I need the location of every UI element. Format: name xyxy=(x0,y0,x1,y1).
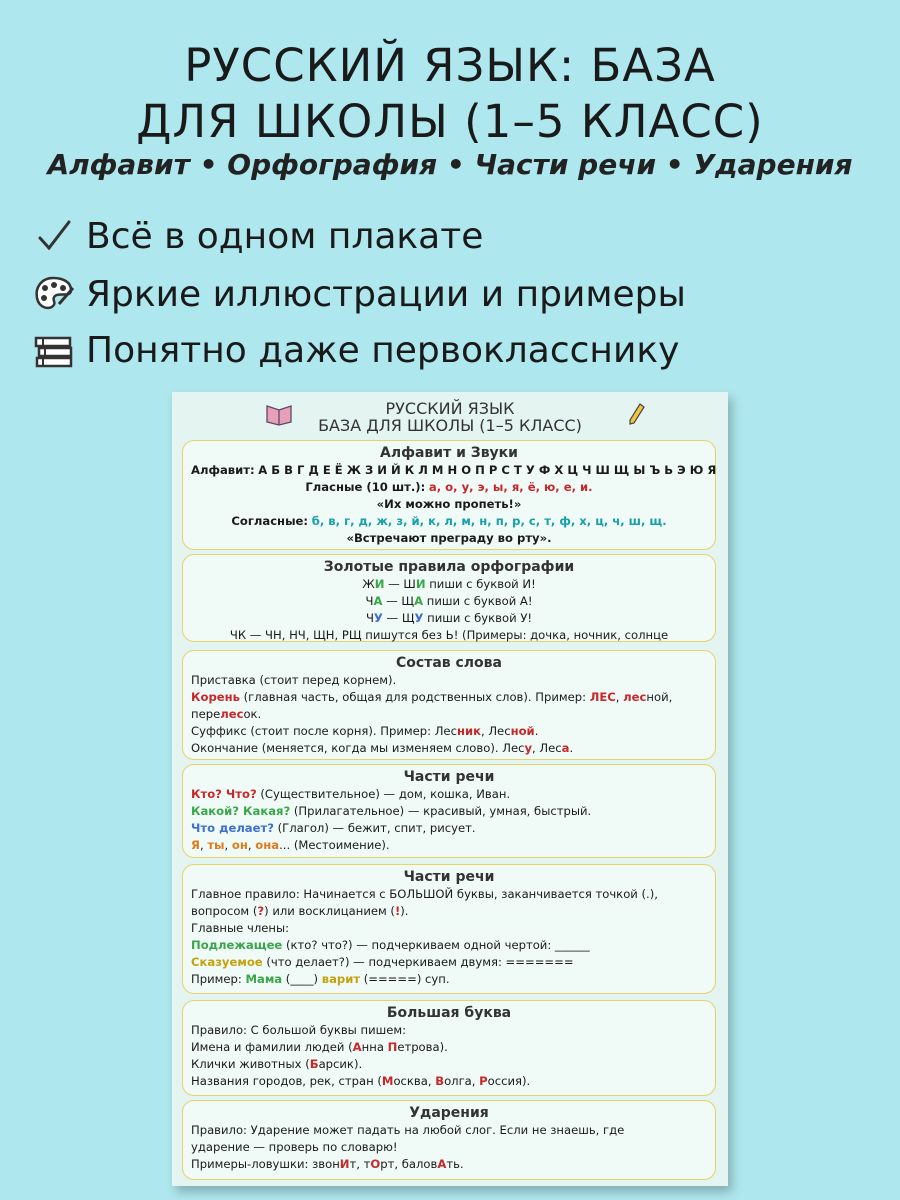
pronoun-line: Я, ты, он, она... (Местоимение). xyxy=(191,838,390,852)
books-stack-icon xyxy=(32,328,76,372)
rule-zhi-shi: ЖИ — ШИ пиши с буквой И! xyxy=(362,577,536,591)
vowels-label: Гласные (10 шт.): xyxy=(305,480,426,494)
prefix-line: Приставка (стоит перед корнем). xyxy=(191,673,397,687)
alphabet-letters: А Б В Г Д Е Ё Ж З И Й К Л М Н О П Р С Т У Ф Х Ц Ч Ш Щ Ы Ъ Ь Э Ю Я xyxy=(258,463,717,477)
capital-names: Имена и фамилии людей (Анна Петрова). xyxy=(191,1040,448,1054)
noun-line: Кто? Что? (Существительное) — дом, кошка, Иван. xyxy=(191,787,511,801)
adjective-line: Какой? Какая? (Прилагательное) — красивый, умная, быстрый. xyxy=(191,804,592,818)
rule-cha-sha: ЧА — ЩА пиши с буквой А! xyxy=(365,594,533,608)
main-members: Главные члены: xyxy=(191,921,290,935)
feature-2 xyxy=(32,272,686,316)
consonants-note: «Встречают преграду во рту». xyxy=(346,531,552,545)
feature-3 xyxy=(32,328,679,372)
headline-line-1: РУССКИЙ ЯЗЫК: БАЗА xyxy=(184,39,716,92)
section-capital-letter xyxy=(182,1000,716,1096)
headline xyxy=(0,38,900,150)
consonants: б, в, г, д, ж, з, й, к, л, м, н, п, р, с, т, ф, х, ц, ч, ш, щ. xyxy=(311,514,667,528)
suffix-line: Суффикс (стоит после корня). Пример: Лесник, Лесной. xyxy=(191,724,539,738)
vowels: а, о, у, э, ы, я, ё, ю, е, и. xyxy=(428,480,593,494)
book-icon xyxy=(264,402,294,426)
capital-places: Названия городов, рек, стран (Москва, Волга, Россия). xyxy=(191,1074,531,1088)
section-title: Части речи xyxy=(403,769,495,785)
stress-rule-1: Правило: Ударение может падать на любой слог. Если не знаешь, где xyxy=(191,1123,625,1137)
section-title: Состав слова xyxy=(396,655,502,671)
section-stress xyxy=(182,1100,716,1180)
rule-chu-shu: ЧУ — ЩУ пиши с буквой У! xyxy=(365,611,533,625)
section-sentence xyxy=(182,864,716,994)
predicate-line: Сказуемое (что делает?) — подчеркиваем двумя: ======= xyxy=(191,955,574,969)
check-icon xyxy=(32,214,76,258)
section-spelling xyxy=(182,554,716,642)
alphabet-label: Алфавит: xyxy=(191,463,255,477)
subject-line: Подлежащее (кто? что?) — подчеркиваем одной чертой: ______ xyxy=(191,938,590,952)
section-alphabet xyxy=(182,440,716,550)
section-title: Алфавит и Звуки xyxy=(379,445,518,461)
subhead: Алфавит • Орфография • Части речи • Ударения xyxy=(47,148,853,181)
feature-text-3: Понятно даже первокласснику xyxy=(86,329,680,371)
section-title: Ударения xyxy=(409,1105,489,1121)
sentence-rule-2: вопросом (?) или восклицанием (!). xyxy=(191,904,409,918)
section-title: Большая буква xyxy=(386,1005,512,1021)
sentence-example: Пример: Мама (____) варит (=====) суп. xyxy=(191,972,450,986)
sentence-rule-1: Главное правило: Начинается с БОЛЬШОЙ буквы, заканчивается точкой (.), xyxy=(191,887,658,901)
vowels-note: «Их можно пропеть!» xyxy=(376,497,522,511)
capital-pets: Клички животных (Барсик). xyxy=(191,1057,363,1071)
feature-text-2: Яркие иллюстрации и примеры xyxy=(86,273,686,315)
pencil-icon xyxy=(628,402,646,426)
feature-text-1: Всё в одном плакате xyxy=(86,215,484,257)
section-parts-of-speech xyxy=(182,764,716,858)
stress-examples: Примеры-ловушки: звонИт, тОрт, баловАть. xyxy=(191,1157,464,1171)
vowels-line xyxy=(191,479,707,496)
poster-title-1: РУССКИЙ ЯЗЫК xyxy=(385,399,515,418)
consonants-line xyxy=(191,513,707,530)
alphabet-line xyxy=(191,462,717,479)
root-line: Корень (главная часть, общая для родственных слов). Пример: ЛЕС, лесной, xyxy=(191,690,673,704)
stress-rule-2: ударение — проверь по словарю! xyxy=(191,1140,398,1154)
poster xyxy=(172,392,728,1186)
ending-line: Окончание (меняется, когда мы изменяем слово). Лесу, Леса. xyxy=(191,741,574,755)
section-title: Золотые правила орфографии xyxy=(323,559,575,575)
rule-chk: ЧК — ЧН, НЧ, ЩН, РЩ пишутся без Ь! (Примеры: дочка, ночник, солнце xyxy=(229,628,669,642)
verb-line: Что делает? (Глагол) — бежит, спит, рисует. xyxy=(191,821,476,835)
consonants-label: Согласные: xyxy=(231,514,309,528)
poster-title-2: БАЗА ДЛЯ ШКОЛЫ (1–5 КЛАСС) xyxy=(318,416,582,435)
palette-icon xyxy=(32,272,76,316)
feature-1 xyxy=(32,214,483,258)
root-line-2: перелесок. xyxy=(191,707,262,721)
section-title: Части речи xyxy=(403,869,495,885)
section-word-composition xyxy=(182,650,716,760)
capital-rule: Правило: С большой буквы пишем: xyxy=(191,1023,407,1037)
headline-line-2: ДЛЯ ШКОЛЫ (1–5 КЛАСС) xyxy=(136,95,764,148)
